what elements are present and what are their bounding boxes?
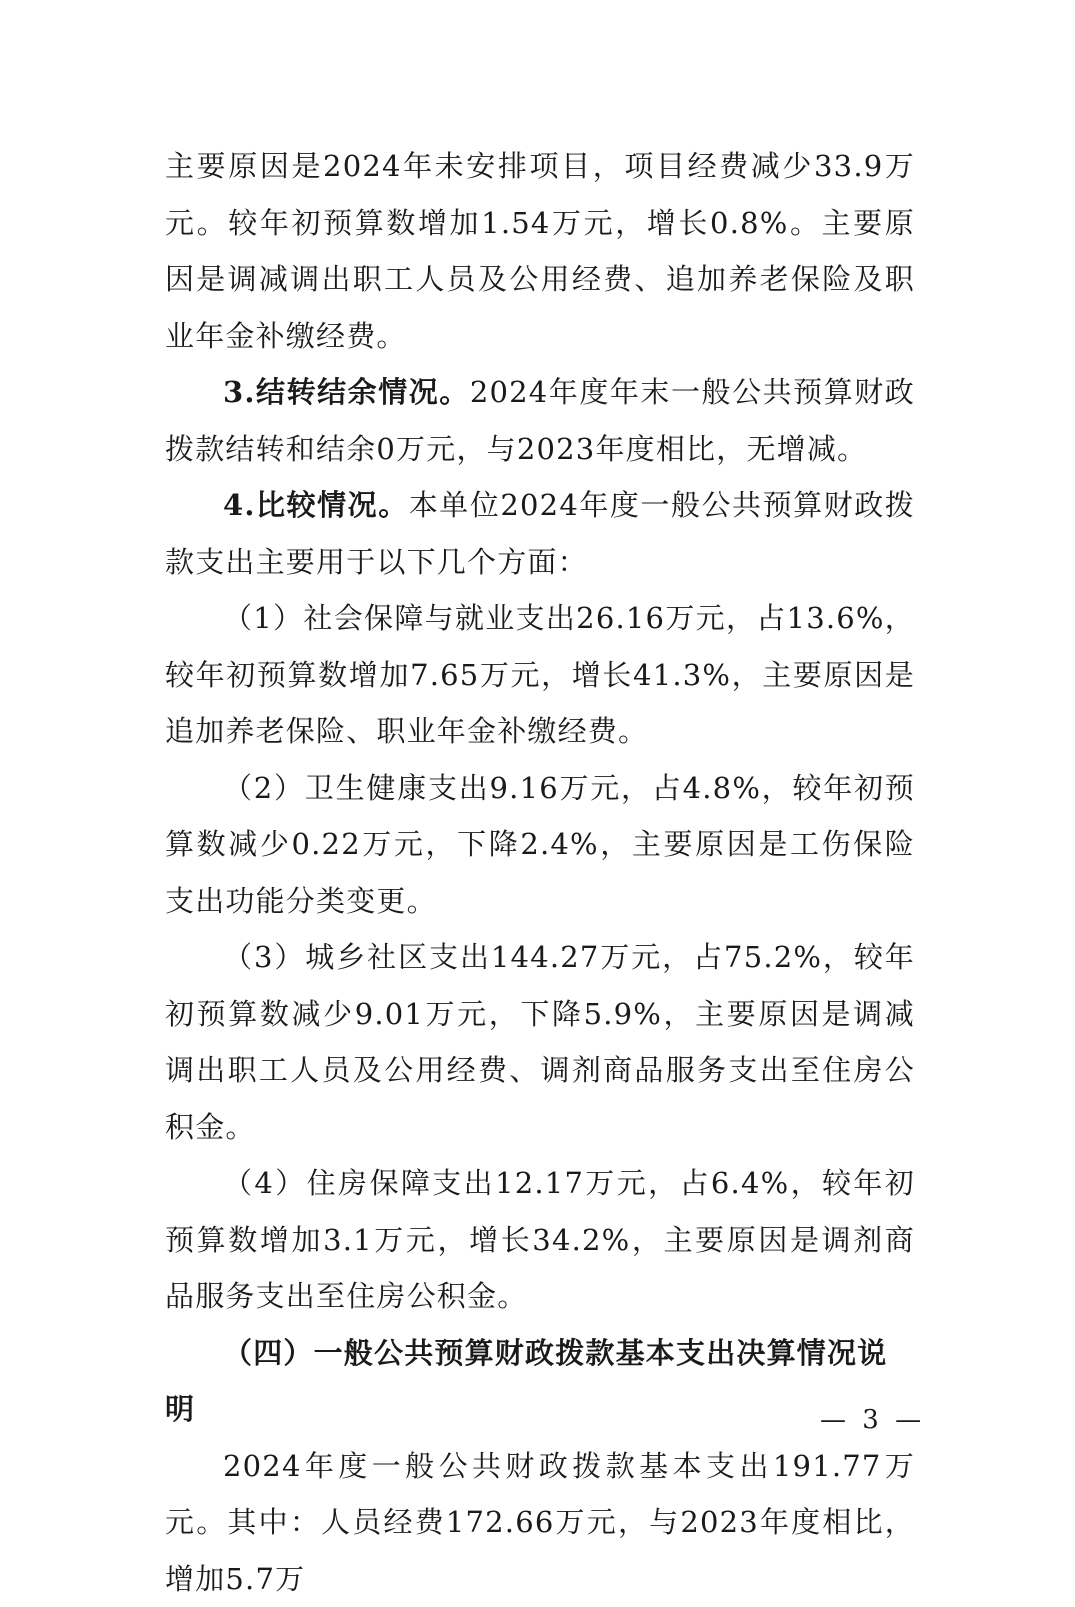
item-3-text: （3）城乡社区支出144.27万元，占75.2%，较年初预算数减少9.01万元，下降5.9%，主要原因是调减调出职工人员及公用经费、调剂商品服务支出至住房公积金。 xyxy=(165,940,915,1144)
paragraph-item-4 xyxy=(165,1155,915,1325)
comparison-lead: 4.比较情况。 xyxy=(223,488,409,522)
basic-expenditure-text: 2024年度一般公共财政拨款基本支出191.77万元。其中：人员经费172.66万元，与2023年度相比，增加5.7万 xyxy=(165,1449,915,1596)
paragraph-carryover xyxy=(165,364,915,477)
paragraph-item-2 xyxy=(165,760,915,930)
paragraph-comparison xyxy=(165,477,915,590)
item-4-text: （4）住房保障支出12.17万元，占6.4%，较年初预算数增加3.1万元，增长34.2%，主要原因是调剂商品服务支出至住房公积金。 xyxy=(165,1166,915,1313)
paragraph-1 xyxy=(165,138,915,364)
paragraph-basic-expenditure xyxy=(165,1438,915,1607)
item-1-text: （1）社会保障与就业支出26.16万元，占13.6%，较年初预算数增加7.65万元，增长41.3%，主要原因是追加养老保险、职业年金补缴经费。 xyxy=(165,601,915,748)
paragraph-1-text: 主要原因是2024年未安排项目，项目经费减少33.9万元。较年初预算数增加1.54万元，增长0.8%。主要原因是调减调出职工人员及公用经费、追加养老保险及职业年金补缴经费。 xyxy=(165,149,915,353)
section-heading: （四）一般公共预算财政拨款基本支出决算情况说明 xyxy=(165,1325,915,1438)
carryover-lead: 3.结转结余情况。 xyxy=(223,375,470,409)
page-number: — 3 — xyxy=(820,1405,925,1435)
paragraph-item-1 xyxy=(165,590,915,760)
comparison-text: 本单位2024年度一般公共预算财政拨款支出主要用于以下几个方面： xyxy=(165,488,915,579)
document-body xyxy=(165,138,915,1607)
paragraph-item-3 xyxy=(165,929,915,1155)
item-2-text: （2）卫生健康支出9.16万元，占4.8%，较年初预算数减少0.22万元，下降2.4%，主要原因是工伤保险支出功能分类变更。 xyxy=(165,771,915,918)
carryover-text: 2024年度年末一般公共预算财政拨款结转和结余0万元，与2023年度相比，无增减。 xyxy=(165,375,915,466)
